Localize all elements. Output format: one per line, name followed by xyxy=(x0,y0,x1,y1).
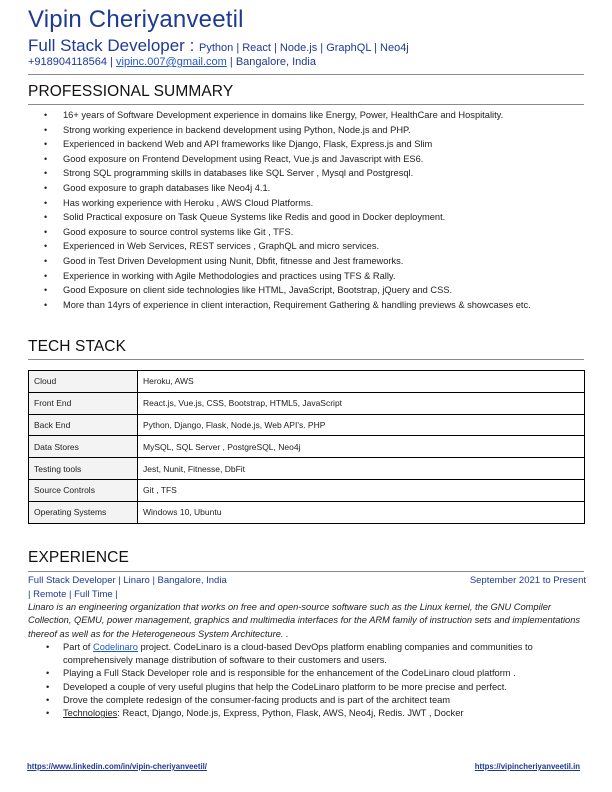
job-title-text: Full Stack Developer : xyxy=(28,36,200,55)
candidate-name: Vipin Cheriyanveetil xyxy=(28,6,244,33)
list-item xyxy=(28,641,584,667)
list-item: • Good exposure on Frontend Development using React, Vue.js and Javascript with ES6. xyxy=(28,152,584,167)
table-row xyxy=(29,436,585,458)
divider xyxy=(28,104,584,105)
list-item: • Drove the complete redesign of the consumer-facing products and is part of the architect team xyxy=(28,694,584,707)
tech-category: Source Controls xyxy=(29,479,138,501)
tech-category: Operating Systems xyxy=(29,501,138,523)
list-item: • Good exposure to source control systems like Git , TFS. xyxy=(28,225,584,240)
duty-text: Part of xyxy=(63,642,93,652)
summary-list xyxy=(28,108,584,312)
tech-value: Git , TFS xyxy=(138,479,585,501)
tech-category: Cloud xyxy=(29,371,138,393)
section-title-summary: PROFESSIONAL SUMMARY xyxy=(28,83,234,100)
tech-value: MySQL, SQL Server , PostgreSQL, Neo4j xyxy=(138,436,585,458)
table-row xyxy=(29,414,585,436)
tech-value: Python, Django, Flask, Node.js, Web API's. PHP xyxy=(138,414,585,436)
linkedin-link[interactable]: https://www.linkedin.com/in/vipin-cheriyanveetil/ xyxy=(27,762,207,771)
separator: | xyxy=(107,56,117,68)
list-item: • Experienced in backend Web and API frameworks like Django, Flask, Express.js and Slim xyxy=(28,137,584,152)
list-item: • Experienced in Web Services, REST services , GraphQL and micro services. xyxy=(28,239,584,254)
duties-list xyxy=(28,641,584,720)
separator: | xyxy=(226,56,236,68)
list-item: • Developed a couple of very useful plugins that help the CodeLinaro platform to be more precise and perfect. xyxy=(28,681,584,694)
table-row xyxy=(29,371,585,393)
list-item: • Good in Test Driven Development using Nunit, Dbfit, fitnesse and Jest frameworks. xyxy=(28,254,584,269)
tech-value: Windows 10, Ubuntu xyxy=(138,501,585,523)
email-link[interactable]: vipinc.007@gmail.com xyxy=(116,56,227,68)
job-dates: September 2021 to Present xyxy=(469,575,586,586)
job-heading xyxy=(28,575,586,586)
list-item: • Strong working experience in backend development using Python, Node.js and PHP. xyxy=(28,123,584,138)
divider xyxy=(28,571,584,572)
list-item xyxy=(28,707,584,720)
location: Bangalore, India xyxy=(235,56,316,68)
tech-value: Heroku, AWS xyxy=(138,371,585,393)
list-item: • Good Exposure on client side technologies like HTML, JavaScript, Bootstrap, jQuery and CSS. xyxy=(28,283,584,298)
tech-stack-table xyxy=(28,370,585,524)
tech-category: Front End xyxy=(29,392,138,414)
company-description: Linaro is an engineering organization that works on free and open-source software such as the Linux kernel, the GNU Compiler Collection, QEMU, power management, graphics and multimedia interfaces for the ARM family of instruction sets and implementations thereof as well as for the Heterogeneous System Architecture. . xyxy=(28,602,581,639)
tech-value: Jest, Nunit, Fitnesse, DbFit xyxy=(138,458,585,480)
phone: +918904118564 xyxy=(28,56,108,68)
title-skills: Python | React | Node.js | GraphQL | Neo4j xyxy=(199,42,409,54)
list-item: • 16+ years of Software Development experience in domains like Energy, Power, HealthCare and Hospitality. xyxy=(28,108,584,123)
divider xyxy=(28,74,584,75)
list-item: • Has working experience with Heroku , AWS Cloud Platforms. xyxy=(28,196,584,211)
job-title xyxy=(28,36,409,56)
duty-text: project. CodeLinaro is a cloud-based DevOps platform enabling companies and communities to comprehensively manage distribution of software to their customers and users. xyxy=(63,642,533,666)
table-row xyxy=(29,501,585,523)
list-item: • Playing a Full Stack Developer role and is responsible for the enhancement of the CodeLinaro cloud platform . xyxy=(28,667,584,680)
list-item: • More than 14yrs of experience in client interaction, Requirement Gathering & handling previews & showcases etc. xyxy=(28,298,584,313)
section-title-tech-stack: TECH STACK xyxy=(28,338,127,355)
list-item: • Good exposure to graph databases like Neo4j 4.1. xyxy=(28,181,584,196)
tech-category: Testing tools xyxy=(29,458,138,480)
technologies-list: : React, Django, Node.js, Express, Python, Flask, AWS, Neo4j, Redis. JWT , Docker xyxy=(117,708,464,719)
job-role-company: Full Stack Developer | Linaro | Bangalore, India xyxy=(28,575,227,586)
list-item: • Solid Practical exposure on Task Queue Systems like Redis and good in Docker deployment. xyxy=(28,210,584,225)
job-type: | Remote | Full Time | xyxy=(28,589,118,600)
tech-value: React.js, Vue.js, CSS, Bootstrap, HTML5, JavaScript xyxy=(138,392,585,414)
list-item: • Experience in working with Agile Methodologies and practices using TFS & Rally. xyxy=(28,269,584,284)
section-title-experience: EXPERIENCE xyxy=(28,549,129,566)
contact-line xyxy=(28,56,316,68)
website-link[interactable]: https://vipincheriyanveetil.in xyxy=(474,762,580,771)
table-row xyxy=(29,479,585,501)
table-row xyxy=(29,392,585,414)
tech-category: Back End xyxy=(29,414,138,436)
tech-category: Data Stores xyxy=(29,436,138,458)
list-item: • Strong SQL programming skills in databases like SQL Server , Mysql and Postgresql. xyxy=(28,166,584,181)
codelinaro-link[interactable]: Codelinaro xyxy=(92,642,138,652)
technologies-label: Technologies xyxy=(63,708,118,719)
divider xyxy=(28,359,584,360)
table-row xyxy=(29,458,585,480)
